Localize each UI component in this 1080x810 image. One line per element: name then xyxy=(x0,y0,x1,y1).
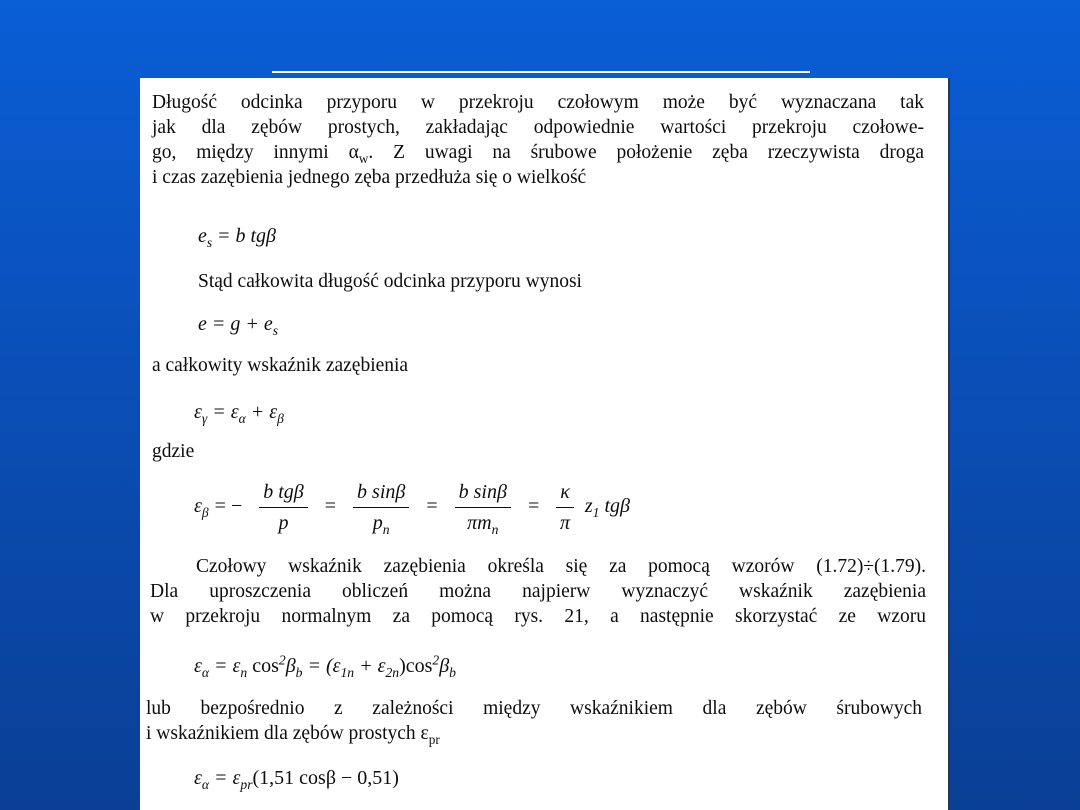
text-gdzie: gdzie xyxy=(152,441,195,462)
paragraph-1-line-4: i czas zazębienia jednego zęba przedłuża się o wielkość xyxy=(152,167,587,188)
formula-epsilon-beta: $\varepsilon_\beta$ = − $\frac{\text{b tgβ}}{p}$ = $\frac{\text{b sinβ}}{p_n}$ = $\frac{\text{b sinβ}}{\pi m_n}$ = $\frac{\kappa}{\pi}$ $z_1$ tgβ xyxy=(194,481,630,537)
paragraph-1 xyxy=(152,90,924,190)
paragraph-2-line-3: w przekroju normalnym za pomocą rys. 21, a następnie skorzystać ze wzoru xyxy=(150,606,926,627)
formula-e: $e = g + e_s$ xyxy=(198,313,279,338)
text-stad: Stąd całkowita długość odcinka przyporu wynosi xyxy=(198,271,582,292)
paragraph-1-line-3: go, między innymi $\alpha_w$. Z uwagi na śrubowe położenie zęba rzeczywista droga xyxy=(152,142,924,166)
text-calkowity: a całkowity wskaźnik zazębienia xyxy=(152,355,409,376)
fraction-3: $\frac{\text{b sinβ}}{\pi m_n}$ xyxy=(455,480,511,535)
paragraph-1-line-2: jak dla zębów prostych, zakładając odpowiednie wartości przekroju czołowe- xyxy=(152,117,924,138)
fraction-2: $\frac{\text{b sinβ}}{p_n}$ xyxy=(353,480,409,535)
formula-epsilon-alpha-2: $\varepsilon_\alpha = \varepsilon_{pr}(1,51$ cosβ − 0,51) xyxy=(194,767,399,792)
formula-epsilon-gamma: $\varepsilon_\gamma = \varepsilon_\alpha + \varepsilon_\beta$ xyxy=(194,401,284,426)
paragraph-3-line-1: lub bezpośrednio z zależności między wskaźnikiem dla zębów śrubowych xyxy=(146,698,922,719)
paragraph-3-line-2: i wskaźnikiem dla zębów prostych $\varepsilon_{pr}$ xyxy=(146,723,440,747)
paragraph-2 xyxy=(150,554,926,629)
formula-epsilon-alpha: $\varepsilon_\alpha = \varepsilon_n$ $\cos^2\beta_b = (\varepsilon_{1n} + \varepsilon_{2n})\cos^2\beta_b$ xyxy=(194,652,456,680)
paragraph-2-line-2: Dla uproszczenia obliczeń można najpierw wyznaczyć wskaźnik zazębienia xyxy=(150,581,926,602)
paragraph-3 xyxy=(146,696,922,746)
fraction-4: $\frac{\kappa}{\pi}$ xyxy=(556,480,574,535)
document-page xyxy=(140,78,950,810)
paragraph-1-line-1: Długość odcinka przyporu w przekroju czołowym może być wyznaczana tak xyxy=(152,92,924,113)
paragraph-2-line-1: Czołowy wskaźnik zazębienia określa się za pomocą wzorów (1.72)÷(1.79). xyxy=(196,556,926,577)
fraction-1: $\frac{\text{b tgβ}}{p}$ xyxy=(259,480,308,535)
title-underline xyxy=(272,71,810,73)
formula-es: $e_s = b$ tgβ xyxy=(198,225,276,250)
